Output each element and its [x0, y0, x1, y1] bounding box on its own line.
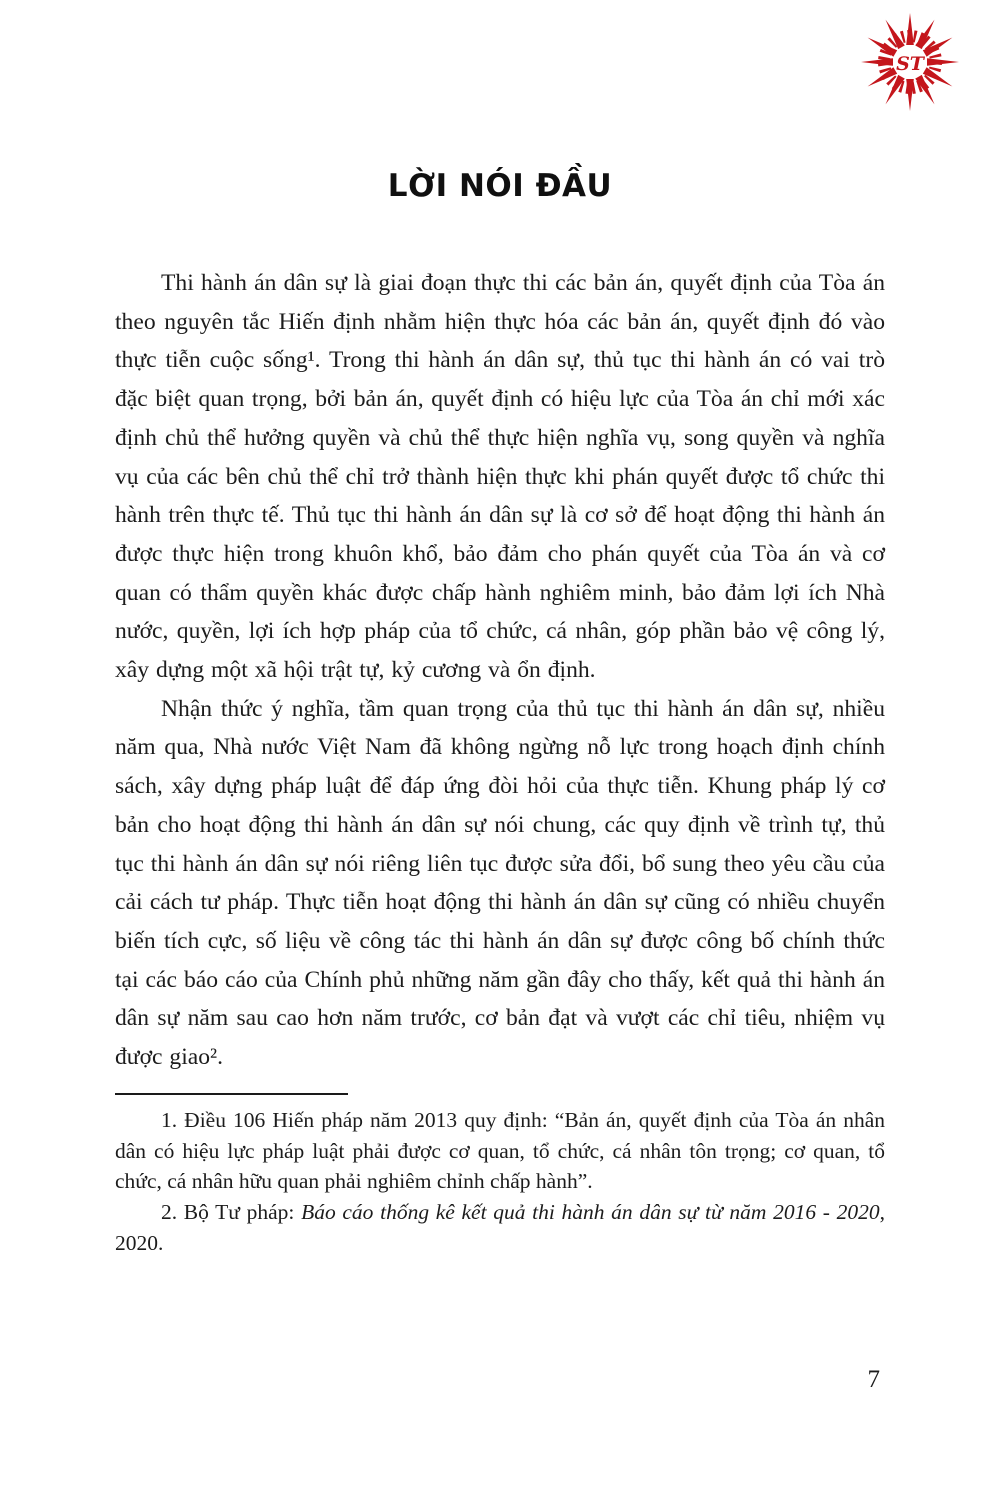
- page-title: LỜI NÓI ĐẦU: [387, 168, 613, 204]
- footnote-2: [115, 1197, 885, 1259]
- footnote-2-italic: Báo cáo thống kê kết quả thi hành án dân sự từ năm 2016 - 2020: [301, 1200, 880, 1225]
- footnotes-section: [115, 1093, 885, 1259]
- page-number: 7: [867, 1366, 880, 1393]
- body-text: [115, 264, 885, 1077]
- paragraph-2: Nhận thức ý nghĩa, tầm quan trọng của thủ tục thi hành án dân sự, nhiều năm qua, Nhà nước Việt Nam đã không ngừng nỗ lực trong hoạch định chính sách, xây dựng pháp luật để đáp ứng đòi hỏi của thực tiễn. Khung pháp lý cơ bản cho hoạt động thi hành án dân sự nói chung, các quy định về trình tự, thủ tục thi hành án dân sự nói riêng liên tục được sửa đổi, bổ sung theo yêu cầu của cải cách tư pháp. Thực tiễn hoạt động thi hành án dân sự cũng có nhiều chuyển biến tích cực, số liệu về công tác thi hành án dân sự được công bố chính thức tại các báo cáo của Chính phủ những năm gần đây cho thấy, kết quả thi hành án dân sự năm sau cao hơn năm trước, cơ bản đạt và vượt các chỉ tiêu, nhiệm vụ được giao².: [115, 695, 885, 1071]
- footnote-1-text: 1. Điều 106 Hiến pháp năm 2013 quy định: “Bản án, quyết định của Tòa án nhân dân có hiệu lực pháp luật phải được cơ quan, tổ chức, cá nhân tôn trọng; cơ quan, tổ chức, cá nhân hữu quan phải nghiêm chỉnh chấp hành”.: [115, 1107, 885, 1194]
- footnote-1: [115, 1105, 885, 1197]
- logo-monogram: ST: [896, 53, 924, 75]
- publisher-logo-icon: [860, 12, 960, 112]
- paragraph-1: Thi hành án dân sự là giai đoạn thực thi các bản án, quyết định của Tòa án theo nguyên tắc Hiến định nhằm hiện thực hóa các bản án, quyết định đó vào thực tiễn cuộc sống¹. Trong thi hành án dân sự, thủ tục thi hành án có vai trò đặc biệt quan trọng, bởi bản án, quyết định có hiệu lực của Tòa án chỉ mới xác định chủ thể hưởng quyền và chủ thể thực hiện nghĩa vụ, song quyền và nghĩa vụ của các bên chủ thể chỉ trở thành hiện thực khi phán quyết được tổ chức thi hành trên thực tế. Thủ tục thi hành án dân sự là cơ sở để hoạt động thi hành án được thực hiện trong khuôn khổ, bảo đảm cho phán quyết của Tòa án và cơ quan có thẩm quyền khác được chấp hành nghiêm minh, bảo đảm lợi ích Nhà nước, quyền, lợi ích hợp pháp của tổ chức, cá nhân, góp phần bảo vệ công lý, xây dựng một xã hội trật tự, kỷ cương và ổn định.: [115, 270, 885, 684]
- footnote-divider: [115, 1093, 348, 1095]
- publisher-logo: [860, 12, 960, 112]
- footnote-2-suffix: , 2020.: [115, 1200, 885, 1255]
- footnote-2-text: 2. Bộ Tư pháp:: [161, 1200, 302, 1225]
